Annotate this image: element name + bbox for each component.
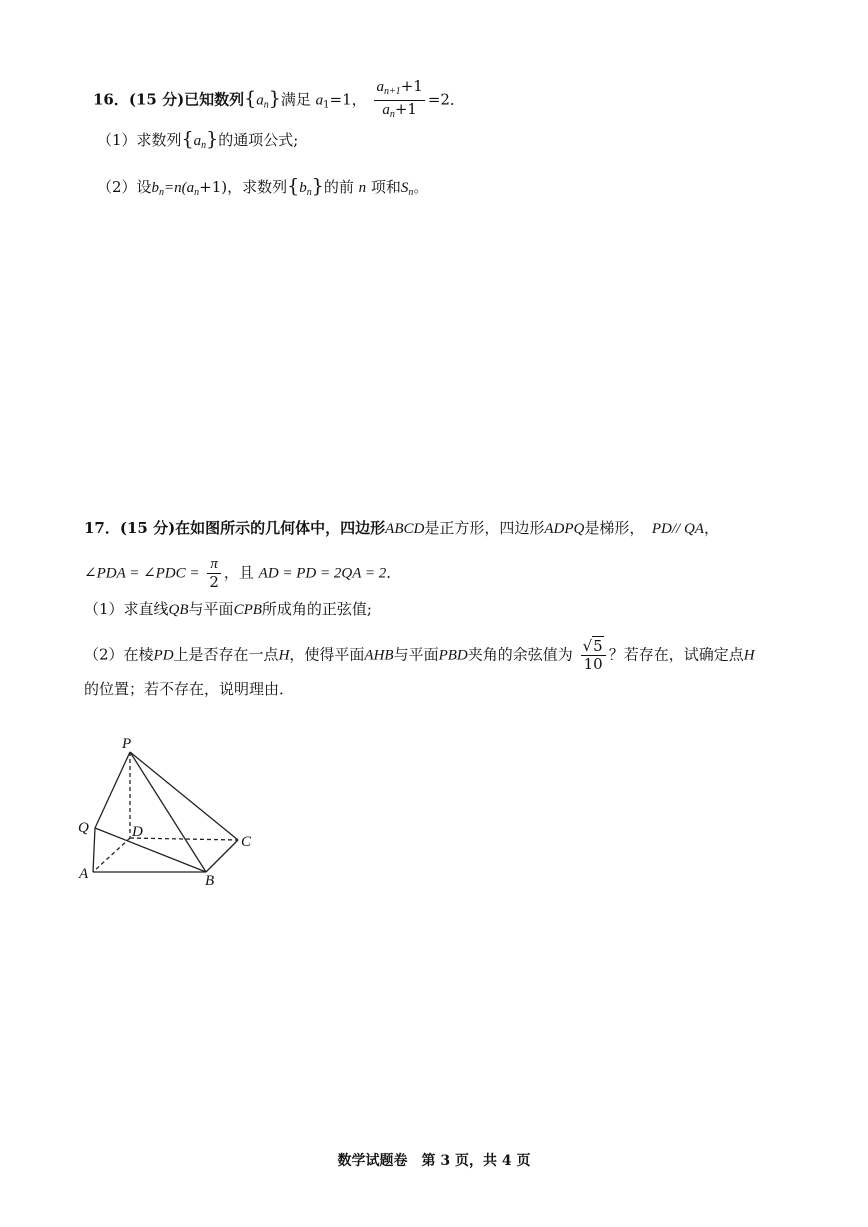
recurrence-fraction: $\frac{a_{n+1}+1}{a_n+1}$	[376, 77, 423, 120]
edge-PB	[130, 752, 206, 872]
q16-statement: 16．(15 分)已知数列$\{a_n\}$满足 $a_1=1$， $\frac{a_{n+1}+1}{a_n+1}$ =2．	[93, 78, 465, 123]
q17-conditions: ∠PDA = ∠PDC = $\frac{\pi}{2}$ ，且 AD = PD = 2QA = 2．	[84, 556, 402, 591]
label-B: B	[205, 873, 215, 888]
edge-DA	[93, 838, 130, 872]
q16-part2: （2）设$b_n=n(a_n+1)$，求数列$\{b_n\}$的前 n 项和$S_n$。	[97, 175, 429, 198]
label-Q: Q	[78, 820, 89, 836]
edge-PQ	[95, 752, 130, 828]
edge-QA	[93, 828, 95, 872]
edge-QB	[95, 828, 206, 872]
edge-PC	[130, 752, 238, 840]
q17-part2: （2）在棱PD上是否存在一点H，使得平面AHB与平面PBD夹角的余弦值为 $\frac{√5}{10}$ ？若存在，试确定点H	[84, 637, 755, 673]
geometry-figure	[70, 728, 280, 888]
q16-part1: （1）求数列$\{a_n\}$的通项公式;	[97, 128, 299, 151]
edge-BC	[206, 840, 238, 872]
page-footer: 数学试题卷 第 3 页，共 4 页	[337, 1153, 531, 1169]
label-P: P	[122, 736, 132, 752]
q17-part2-line2: 的位置；若不存在，说明理由．	[84, 680, 295, 698]
cosine-fraction: $\frac{√5}{10}$	[581, 638, 606, 673]
q17-statement: 17．(15 分)在如图所示的几何体中，四边形ABCD是正方形，四边形ADPQ是梯形， PD// QA，	[84, 519, 719, 537]
label-D: D	[132, 824, 143, 840]
label-C: C	[241, 834, 252, 850]
label-A: A	[79, 866, 89, 882]
q17-part1: （1）求直线QB与平面CPB所成角的正弦值;	[84, 600, 372, 618]
